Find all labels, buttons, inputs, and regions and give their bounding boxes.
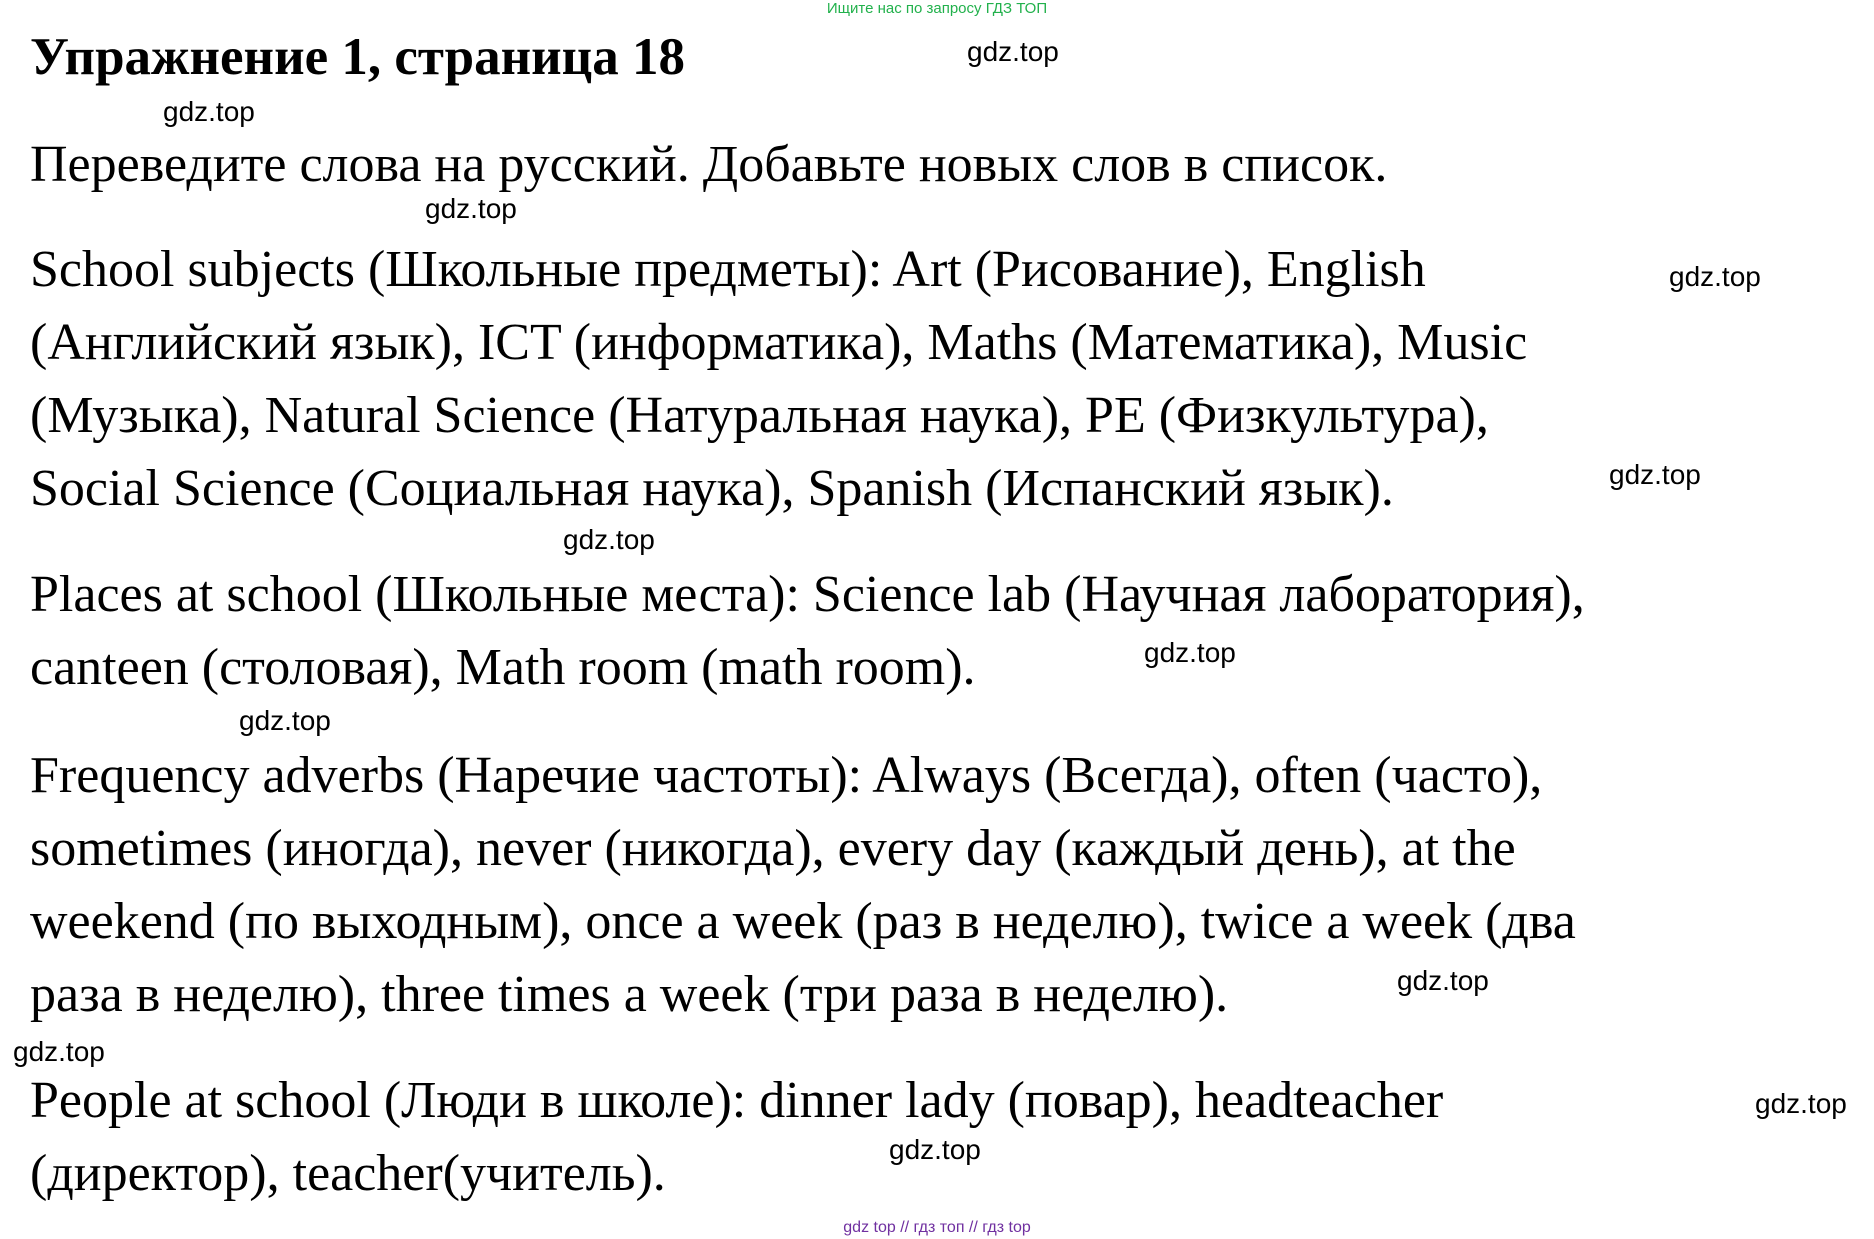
instruction-text: Переведите слова на русский. Добавьте новых слов в список. xyxy=(30,136,1388,193)
watermark: gdz.top xyxy=(1669,261,1761,292)
paragraph-frequency-adverbs xyxy=(30,739,1576,1031)
search-banner: Ищите нас по запросу ГДЗ ТОП xyxy=(826,0,1048,17)
watermark: gdz.top xyxy=(967,36,1059,67)
paragraph-school-subjects xyxy=(30,233,1527,525)
paragraph-line: (Музыка), Natural Science (Натуральная наука), PE (Физкультура), xyxy=(30,387,1489,444)
paragraph-line: (директор), teacher(учитель). xyxy=(30,1145,666,1202)
watermark: gdz.top xyxy=(1609,459,1701,490)
watermark: gdz.top xyxy=(1144,637,1236,668)
watermark: gdz.top xyxy=(13,1036,105,1067)
paragraph-line: weekend (по выходным), once a week (раз в неделю), twice a week (два xyxy=(30,893,1576,950)
watermark: gdz.top xyxy=(563,524,655,555)
footer-watermark: gdz top // гдз топ // гдз top xyxy=(843,1219,1031,1236)
watermark: gdz.top xyxy=(163,96,255,127)
watermark: gdz.top xyxy=(425,193,517,224)
paragraph-line: Social Science (Социальная наука), Spanish (Испанский язык). xyxy=(30,460,1394,517)
paragraph-line: sometimes (иногда), never (никогда), every day (каждый день), at the xyxy=(30,820,1516,877)
watermark: gdz.top xyxy=(1397,965,1489,996)
paragraph-line: раза в неделю), three times a week (три раза в неделю). xyxy=(30,966,1229,1023)
watermark: gdz.top xyxy=(239,705,331,736)
paragraph-people-at-school xyxy=(30,1064,1443,1210)
watermark: gdz.top xyxy=(889,1134,981,1165)
paragraph-line: School subjects (Школьные предметы): Art (Рисование), English xyxy=(30,241,1426,298)
paragraph-line: (Английский язык), ICT (информатика), Maths (Математика), Music xyxy=(30,314,1528,371)
paragraph-places-at-school xyxy=(30,558,1585,704)
paragraph-line: Places at school (Школьные места): Science lab (Научная лаборатория), xyxy=(30,566,1585,623)
paragraph-line: canteen (столовая), Math room (math room). xyxy=(30,639,976,696)
paragraph-line: People at school (Люди в школе): dinner lady (повар), headteacher xyxy=(30,1072,1444,1129)
paragraph-line: Frequency adverbs (Наречие частоты): Always (Всегда), often (часто), xyxy=(30,747,1543,804)
watermark: gdz.top xyxy=(1755,1088,1847,1119)
page-title: Упражнение 1, страница 18 xyxy=(30,28,685,86)
